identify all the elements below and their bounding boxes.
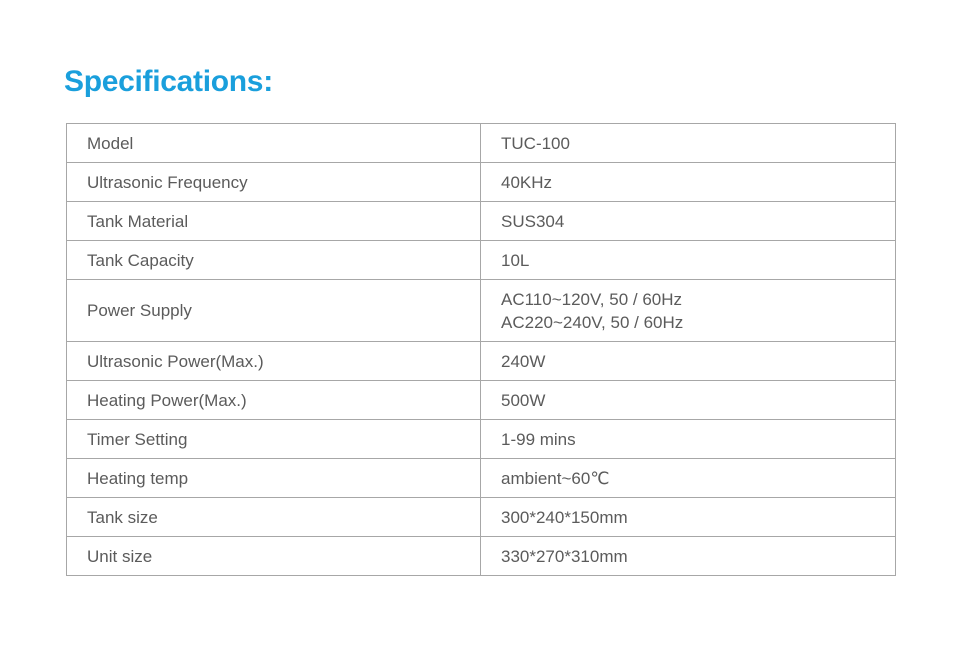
spec-value xyxy=(481,420,896,459)
spec-label: Tank Capacity xyxy=(67,241,481,280)
spec-value xyxy=(481,342,896,381)
specifications-table-body xyxy=(67,124,896,576)
spec-label: Tank size xyxy=(67,498,481,537)
spec-value xyxy=(481,381,896,420)
table-row xyxy=(67,163,896,202)
spec-value xyxy=(481,202,896,241)
spec-value xyxy=(481,537,896,576)
table-row xyxy=(67,537,896,576)
spec-label: Ultrasonic Power(Max.) xyxy=(67,342,481,381)
spec-value-line: ambient~60℃ xyxy=(501,468,610,488)
spec-label: Ultrasonic Frequency xyxy=(67,163,481,202)
table-row xyxy=(67,280,896,342)
spec-label: Unit size xyxy=(67,537,481,576)
spec-value-line: SUS304 xyxy=(501,211,565,231)
spec-value xyxy=(481,124,896,163)
spec-value-line: 500W xyxy=(501,390,546,410)
spec-value-line: 1-99 mins xyxy=(501,429,576,449)
table-row xyxy=(67,124,896,163)
spec-value-line: 330*270*310mm xyxy=(501,546,628,566)
spec-value xyxy=(481,280,896,342)
spec-value-line: AC110~120V, 50 / 60Hz xyxy=(501,289,682,309)
spec-label: Power Supply xyxy=(67,280,481,342)
spec-value xyxy=(481,163,896,202)
spec-value-line: 300*240*150mm xyxy=(501,507,628,527)
spec-value xyxy=(481,498,896,537)
spec-value xyxy=(481,241,896,280)
spec-value-line: 10L xyxy=(501,250,530,270)
spec-value-line: AC220~240V, 50 / 60Hz xyxy=(501,312,684,332)
spec-value-line: 40KHz xyxy=(501,172,553,192)
table-row xyxy=(67,241,896,280)
spec-value xyxy=(481,459,896,498)
spec-value-line: 240W xyxy=(501,351,546,371)
table-row xyxy=(67,498,896,537)
table-row xyxy=(67,202,896,241)
table-row xyxy=(67,459,896,498)
spec-label: Timer Setting xyxy=(67,420,481,459)
spec-label: Heating temp xyxy=(67,459,481,498)
specifications-table xyxy=(66,123,896,576)
table-row xyxy=(67,342,896,381)
spec-value-line: TUC-100 xyxy=(501,133,570,153)
spec-label: Heating Power(Max.) xyxy=(67,381,481,420)
spec-label: Model xyxy=(67,124,481,163)
table-row xyxy=(67,420,896,459)
spec-label: Tank Material xyxy=(67,202,481,241)
page-title: Specifications: xyxy=(64,65,273,98)
table-row xyxy=(67,381,896,420)
